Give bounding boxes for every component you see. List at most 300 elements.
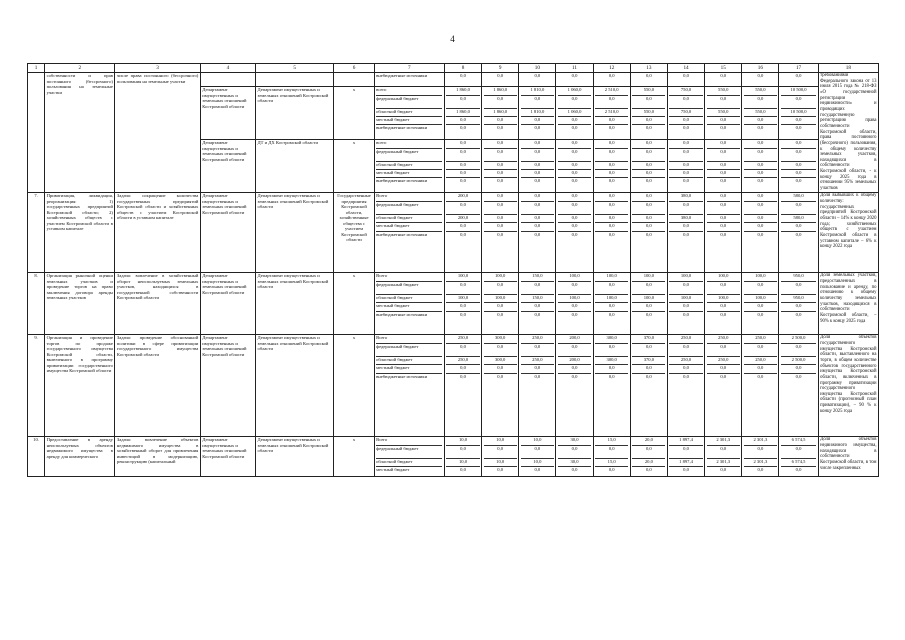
- funding-amount: 0,0: [460, 73, 466, 79]
- funding-amount: 100,0: [558, 273, 591, 281]
- column-number: 13: [630, 64, 667, 73]
- funding-sources: [374, 139, 444, 192]
- funding-amount-list: [744, 437, 777, 474]
- funding-source-label: Всего: [376, 335, 442, 343]
- responsible-executor: Департамент имущественных и земельных отношений Костромской области: [200, 335, 255, 437]
- funding-amount: 0,0: [683, 125, 689, 131]
- funding-amount: 10 500,0: [781, 87, 816, 95]
- funding-source-list: [376, 140, 442, 190]
- funding-amount: 0,0: [446, 282, 479, 295]
- funding-amount: 2 500,0: [781, 335, 816, 343]
- funding-amount: 0,0: [757, 467, 764, 473]
- funding-amount: 2 500,0: [781, 357, 816, 365]
- funding-amount-cell: [556, 193, 593, 273]
- funding-amount: 15,0: [595, 459, 628, 467]
- funding-amount: 0,0: [571, 125, 578, 131]
- funding-amount: 1 810,0: [521, 87, 554, 95]
- funding-amount-cell: [556, 273, 593, 335]
- funding-amount: 0,0: [446, 223, 479, 231]
- funding-amount-list: [707, 437, 740, 474]
- funding-source-label: федеральный бюджет: [376, 282, 442, 295]
- funding-amount: 0,0: [446, 365, 479, 373]
- funding-amount-cell: [593, 86, 630, 139]
- funding-amount: 0,0: [558, 202, 591, 215]
- funding-amount-list: [446, 73, 479, 85]
- funding-amount-cell: [444, 86, 481, 139]
- activity-task: Задача: вовлечение в хозяйственный оборот неиспользуемых земельных участков, находящихся в государственной собственности Костромской области: [115, 273, 200, 335]
- funding-amount: 0,0: [744, 140, 777, 148]
- funding-amount: 0,0: [484, 282, 517, 295]
- funding-amount: 0,0: [521, 365, 554, 373]
- funding-amount-list: [744, 273, 777, 323]
- funding-amount-list: [484, 335, 517, 385]
- funding-amount: 100,0: [744, 295, 777, 303]
- funding-amount: 0,0: [460, 178, 466, 184]
- funding-amount-list: [707, 335, 740, 385]
- funding-amount-cell: [779, 273, 818, 335]
- funding-amount: 0,0: [595, 344, 628, 357]
- co-executor: Департамент имущественных и земельных отношений Костромской области: [256, 437, 334, 477]
- funding-amount: 0,0: [632, 162, 665, 170]
- funding-amount: 0,0: [707, 149, 740, 162]
- funding-amount: 0,0: [446, 202, 479, 215]
- funding-source-label: федеральный бюджет: [376, 202, 442, 215]
- funding-amount: 950,0: [781, 295, 816, 303]
- funding-amount: 0,0: [669, 365, 702, 373]
- funding-amount: 0,0: [781, 303, 816, 311]
- funding-amount-cell: [667, 72, 704, 86]
- funding-amount: 0,0: [669, 446, 702, 459]
- funding-amount-list: [744, 193, 777, 243]
- funding-amount: 0,0: [460, 125, 466, 131]
- funding-amount: 0,0: [484, 446, 517, 459]
- funding-amount: 0,0: [497, 373, 504, 379]
- activity-task: числе права постоянного (бессрочного) пользования на земельные участки: [115, 72, 200, 192]
- funding-amount: 0,0: [632, 193, 665, 201]
- funding-source-label: федеральный бюджет: [376, 96, 442, 109]
- funding-amount-cell: [779, 139, 818, 192]
- funding-amount: 550,0: [707, 87, 740, 95]
- funding-amount: 100,0: [595, 295, 628, 303]
- responsible-executor: Департамент имущественных и земельных отношений Костромской области: [200, 273, 255, 335]
- funding-amount: 0,0: [460, 311, 466, 317]
- funding-amount: 0,0: [558, 344, 591, 357]
- funding-amount-cell: [482, 86, 519, 139]
- funding-amount: 0,0: [521, 96, 554, 109]
- funding-source-label: областной бюджет: [376, 295, 442, 303]
- funding-amount-cell: [667, 273, 704, 335]
- funding-amount: 0,0: [707, 365, 740, 373]
- funding-amount: 0,0: [781, 149, 816, 162]
- funding-amount: 0,0: [795, 73, 802, 79]
- funding-sources: [374, 437, 444, 477]
- funding-amount: 0,0: [744, 96, 777, 109]
- funding-amount: 0,0: [534, 178, 541, 184]
- funding-source-list: [376, 73, 442, 85]
- funding-amount-list: [558, 193, 591, 243]
- funding-amount: 100,0: [744, 273, 777, 281]
- co-executor: [256, 72, 334, 86]
- funding-amount: 0,0: [595, 215, 628, 223]
- funding-amount-cell: [742, 139, 779, 192]
- participant: х: [334, 139, 374, 192]
- funding-source-label: внебюджетные источники: [376, 178, 428, 184]
- funding-amount: 0,0: [720, 231, 727, 237]
- funding-source-label: внебюджетные источники: [376, 73, 428, 79]
- column-number-row: [28, 64, 879, 73]
- funding-sources: [374, 335, 444, 437]
- funding-amount: 2 301,3: [744, 437, 777, 445]
- activity-name: собственности и прав постоянного (бессрочного) пользования на земельные участки: [45, 72, 115, 192]
- column-number: 10: [519, 64, 556, 73]
- funding-amount: 0,0: [632, 446, 665, 459]
- funding-amount: 0,0: [484, 140, 517, 148]
- funding-amount-cell: [444, 437, 481, 477]
- funding-amount: 15,0: [595, 437, 628, 445]
- funding-amount-cell: [444, 139, 481, 192]
- funding-amount: 0,0: [460, 373, 466, 379]
- funding-amount: 0,0: [484, 365, 517, 373]
- funding-amount-list: [707, 73, 740, 85]
- activity-number: 9.: [28, 335, 45, 437]
- funding-amount: 0,0: [632, 282, 665, 295]
- funding-amount-cell: [630, 193, 667, 273]
- funding-amount: 0,0: [632, 223, 665, 231]
- funding-amount: 370,0: [632, 357, 665, 365]
- activity-number: 8.: [28, 273, 45, 335]
- funding-amount-cell: [630, 273, 667, 335]
- funding-amount: 150,0: [521, 273, 554, 281]
- funding-amount: 550,0: [632, 87, 665, 95]
- activity-task: Задача: вовлечение объектов недвижимого имущества в хозяйственный оборот для привлечения инвестиций в модернизацию, реконструкцию (капитальный: [115, 437, 200, 477]
- activity-number: [28, 72, 45, 192]
- funding-amount: 0,0: [781, 365, 816, 373]
- funding-amount: 0,0: [571, 178, 578, 184]
- funding-amount: 300,0: [484, 335, 517, 343]
- activity-task: Задача: проведение обоснованной политики в сфере приватизации государственного имущества Костромской области: [115, 335, 200, 437]
- funding-amount: 0,0: [484, 117, 517, 125]
- funding-amount: 20,0: [632, 459, 665, 467]
- funding-amount-list: [781, 273, 816, 323]
- funding-amount-cell: [742, 86, 779, 139]
- funding-source-list: [376, 193, 442, 243]
- funding-amount-cell: [742, 273, 779, 335]
- funding-amount-list: [595, 437, 628, 474]
- funding-amount-cell: [705, 273, 742, 335]
- funding-amount: 10,0: [446, 459, 479, 467]
- funding-amount: 200,0: [446, 193, 479, 201]
- funding-amount: 0,0: [669, 96, 702, 109]
- funding-amount: 0,0: [571, 467, 578, 473]
- activity-task: Задача: сокращение количества государственных предприятий Костромской области и хозяйственных обществ с участием Костромской области в уставном капитале: [115, 193, 200, 273]
- funding-amount: 0,0: [558, 282, 591, 295]
- participant: х: [334, 86, 374, 139]
- funding-amount: 370,0: [632, 335, 665, 343]
- funding-amount-cell: [482, 335, 519, 437]
- funding-amount: 0,0: [446, 344, 479, 357]
- funding-amount: 0,0: [632, 202, 665, 215]
- column-number: 14: [667, 64, 704, 73]
- co-executor: Департамент имущественных и земельных отношений Костромской области: [256, 273, 334, 335]
- funding-amount-cell: [779, 193, 818, 273]
- funding-amount-cell: [667, 335, 704, 437]
- funding-amount-cell: [742, 437, 779, 477]
- funding-amount: 0,0: [720, 73, 727, 79]
- funding-amount: 1 860,0: [446, 87, 479, 95]
- funding-amount: 1 060,0: [558, 87, 591, 95]
- funding-amount-cell: [444, 335, 481, 437]
- funding-amount-list: [521, 140, 554, 190]
- funding-amount: 100,0: [595, 273, 628, 281]
- funding-amount: 0,0: [595, 140, 628, 148]
- funding-amount: 0,0: [669, 344, 702, 357]
- funding-amount-list: [744, 73, 777, 85]
- funding-amount-cell: [519, 437, 556, 477]
- funding-amount: 0,0: [595, 282, 628, 295]
- funding-amount: 0,0: [744, 223, 777, 231]
- funding-amount: 0,0: [446, 117, 479, 125]
- target-indicator: Доля объектов государственного имущества Костромской области, выставленного на торги, в общем количестве объектов государственного имущества Костромской области, включенных в программу приватизации государственного имущества Костромской области (прогнозный план приватизации), – 90 % к концу 2025 года: [818, 335, 878, 437]
- funding-amount: 6 574,5: [781, 437, 816, 445]
- funding-amount-cell: [556, 335, 593, 437]
- column-number: 8: [444, 64, 481, 73]
- funding-amount-cell: [667, 193, 704, 273]
- funding-amount-list: [484, 193, 517, 243]
- funding-amount-list: [446, 273, 479, 323]
- participant: х: [334, 273, 374, 335]
- funding-amount: 0,0: [521, 215, 554, 223]
- funding-source-label: местный бюджет: [376, 117, 442, 125]
- activity-number: 7.: [28, 193, 45, 273]
- funding-amount: 0,0: [558, 140, 591, 148]
- funding-amount: 0,0: [669, 117, 702, 125]
- table-row: [28, 437, 879, 477]
- funding-amount-cell: [667, 139, 704, 192]
- funding-amount: 0,0: [744, 170, 777, 178]
- funding-amount: 550,0: [707, 109, 740, 117]
- funding-amount: 0,0: [669, 202, 702, 215]
- funding-amount: 0,0: [521, 202, 554, 215]
- funding-source-label: федеральный бюджет: [376, 446, 442, 459]
- funding-amount-cell: [519, 193, 556, 273]
- funding-amount: 0,0: [595, 202, 628, 215]
- funding-amount: 0,0: [484, 149, 517, 162]
- table-row: [28, 335, 879, 437]
- funding-amount: 100,0: [669, 273, 702, 281]
- funding-amount-list: [484, 273, 517, 323]
- funding-amount-cell: [593, 273, 630, 335]
- funding-amount: 0,0: [460, 467, 466, 473]
- funding-amount-cell: [779, 437, 818, 477]
- column-number: 17: [779, 64, 818, 73]
- funding-amount: 0,0: [608, 178, 615, 184]
- funding-amount: 10,0: [521, 459, 554, 467]
- funding-amount: 0,0: [608, 373, 615, 379]
- table-row: [28, 273, 879, 335]
- target-indicator: Доля земельных участков, предоставленных в пользование и аренду, по отношению к общему количеству земельных участков, находящихся в собственности Костромской области, – 90% к концу 2025 года: [818, 273, 878, 335]
- funding-amount-cell: [705, 86, 742, 139]
- funding-amount: 0,0: [484, 193, 517, 201]
- column-number: 1: [28, 64, 45, 73]
- funding-amount-list: [521, 73, 554, 85]
- funding-amount: 0,0: [683, 178, 689, 184]
- funding-amount: 0,0: [595, 365, 628, 373]
- funding-amount: 10,0: [484, 459, 517, 467]
- column-number: 15: [705, 64, 742, 73]
- funding-amount: 0,0: [683, 231, 689, 237]
- funding-amount: 0,0: [484, 215, 517, 223]
- funding-amount: 0,0: [497, 467, 504, 473]
- funding-amount-list: [446, 437, 479, 474]
- funding-amount: 0,0: [497, 311, 504, 317]
- funding-amount-list: [558, 273, 591, 323]
- funding-amount-cell: [779, 335, 818, 437]
- funding-amount: 100,0: [446, 295, 479, 303]
- funding-amount: 250,0: [446, 335, 479, 343]
- funding-amount: 0,0: [460, 231, 466, 237]
- funding-amount: 100,0: [558, 295, 591, 303]
- funding-amount-cell: [779, 72, 818, 86]
- funding-amount: 0,0: [521, 149, 554, 162]
- funding-amount-cell: [667, 437, 704, 477]
- funding-amount: 0,0: [521, 170, 554, 178]
- funding-amount: 0,0: [669, 282, 702, 295]
- funding-amount: 1 897,4: [669, 459, 702, 467]
- funding-amount-list: [781, 335, 816, 385]
- funding-amount: 250,0: [669, 357, 702, 365]
- activity-name: Организация рыночной оценки земельных участков и проведение торгов на право заключения договора аренды земельных участков: [45, 273, 115, 335]
- funding-amount-cell: [667, 86, 704, 139]
- funding-amount: 0,0: [571, 311, 578, 317]
- funding-amount: 0,0: [683, 311, 689, 317]
- funding-amount: 0,0: [632, 117, 665, 125]
- funding-amount: 10,0: [446, 437, 479, 445]
- column-number: 9: [482, 64, 519, 73]
- funding-amount-list: [521, 335, 554, 385]
- funding-amount: 0,0: [707, 202, 740, 215]
- funding-source-label: областной бюджет: [376, 162, 442, 170]
- funding-amount: 10,0: [521, 437, 554, 445]
- funding-amount: 2 301,3: [707, 437, 740, 445]
- funding-amount: 580,0: [781, 193, 816, 201]
- funding-amount: 0,0: [707, 215, 740, 223]
- funding-amount-cell: [742, 72, 779, 86]
- funding-amount: 0,0: [720, 178, 727, 184]
- funding-amount: 250,0: [521, 335, 554, 343]
- funding-amount: 0,0: [534, 311, 541, 317]
- funding-amount: 0,0: [446, 96, 479, 109]
- co-executor: Департамент имущественных и земельных отношений Костромской области: [256, 86, 334, 139]
- funding-amount: 2 301,3: [707, 459, 740, 467]
- funding-amount: 0,0: [669, 162, 702, 170]
- funding-source-label: Всего: [376, 193, 442, 201]
- funding-amount: 0,0: [757, 178, 764, 184]
- funding-amount-cell: [444, 193, 481, 273]
- column-number: 12: [593, 64, 630, 73]
- funding-amount: 0,0: [534, 467, 541, 473]
- funding-amount-list: [632, 273, 665, 323]
- funding-amount: 0,0: [795, 178, 802, 184]
- funding-amount: 0,0: [595, 170, 628, 178]
- funding-amount-list: [669, 140, 702, 190]
- funding-amount: 0,0: [669, 303, 702, 311]
- funding-amount: 0,0: [645, 231, 652, 237]
- responsible-executor: Департамент имущественных и земельных отношений Костромской области: [200, 193, 255, 273]
- funding-amount: 0,0: [795, 467, 802, 473]
- funding-amount: 0,0: [632, 344, 665, 357]
- participant: [334, 72, 374, 86]
- funding-amount-cell: [705, 193, 742, 273]
- page-number: 4: [450, 34, 455, 44]
- funding-source-label: областной бюджет: [376, 215, 442, 223]
- funding-amount: 250,0: [669, 335, 702, 343]
- funding-amount: 0,0: [757, 231, 764, 237]
- funding-amount-list: [446, 140, 479, 190]
- funding-amount-list: [781, 73, 816, 85]
- funding-amount-list: [669, 87, 702, 137]
- funding-amount: 100,0: [632, 295, 665, 303]
- funding-amount: 6 574,5: [781, 459, 816, 467]
- co-executor: Департамент имущественных и земельных отношений Костромской области: [256, 335, 334, 437]
- funding-amount: 0,0: [707, 446, 740, 459]
- funding-amount-cell: [742, 193, 779, 273]
- funding-amount: 0,0: [571, 231, 578, 237]
- funding-amount: 0,0: [757, 311, 764, 317]
- activity-name: Организация и проведение торгов по продаже государственного имущества Костромской области, включенного в программу приватизации государственного имущества Костромской области: [45, 335, 115, 437]
- funding-amount: 2 301,3: [744, 459, 777, 467]
- participant: х: [334, 335, 374, 437]
- funding-amount: 300,0: [484, 357, 517, 365]
- funding-amount: 200,0: [558, 357, 591, 365]
- column-number: 11: [556, 64, 593, 73]
- funding-amount: 0,0: [757, 73, 764, 79]
- funding-amount-list: [446, 335, 479, 385]
- funding-amount-list: [744, 335, 777, 385]
- funding-amount-cell: [556, 139, 593, 192]
- funding-amount-cell: [705, 139, 742, 192]
- funding-amount: 0,0: [595, 303, 628, 311]
- funding-amount-list: [781, 437, 816, 474]
- funding-amount: 2 510,0: [595, 87, 628, 95]
- funding-amount: 0,0: [683, 467, 689, 473]
- funding-amount-cell: [630, 72, 667, 86]
- funding-source-label: внебюджетные источники: [376, 373, 428, 379]
- funding-amount: 0,0: [795, 373, 802, 379]
- funding-amount: 0,0: [484, 202, 517, 215]
- funding-source-list: [376, 437, 442, 474]
- funding-amount-list: [446, 193, 479, 243]
- funding-amount-cell: [444, 273, 481, 335]
- funding-amount: 0,0: [645, 125, 652, 131]
- funding-amount-list: [521, 273, 554, 323]
- funding-amount-list: [484, 437, 517, 474]
- funding-source-label: федеральный бюджет: [376, 149, 442, 162]
- funding-amount: 0,0: [608, 231, 615, 237]
- funding-amount: 0,0: [484, 96, 517, 109]
- funding-amount: 0,0: [744, 303, 777, 311]
- table-row: [28, 72, 879, 86]
- funding-amount: 0,0: [497, 125, 504, 131]
- funding-amount: 0,0: [632, 303, 665, 311]
- funding-amount-cell: [593, 72, 630, 86]
- funding-amount: 0,0: [645, 311, 652, 317]
- funding-amount: 0,0: [707, 344, 740, 357]
- column-number: 6: [334, 64, 374, 73]
- funding-source-label: всего: [376, 87, 442, 95]
- funding-source-label: внебюджетные источники: [376, 311, 428, 317]
- funding-sources: [374, 72, 444, 86]
- funding-amount-cell: [519, 72, 556, 86]
